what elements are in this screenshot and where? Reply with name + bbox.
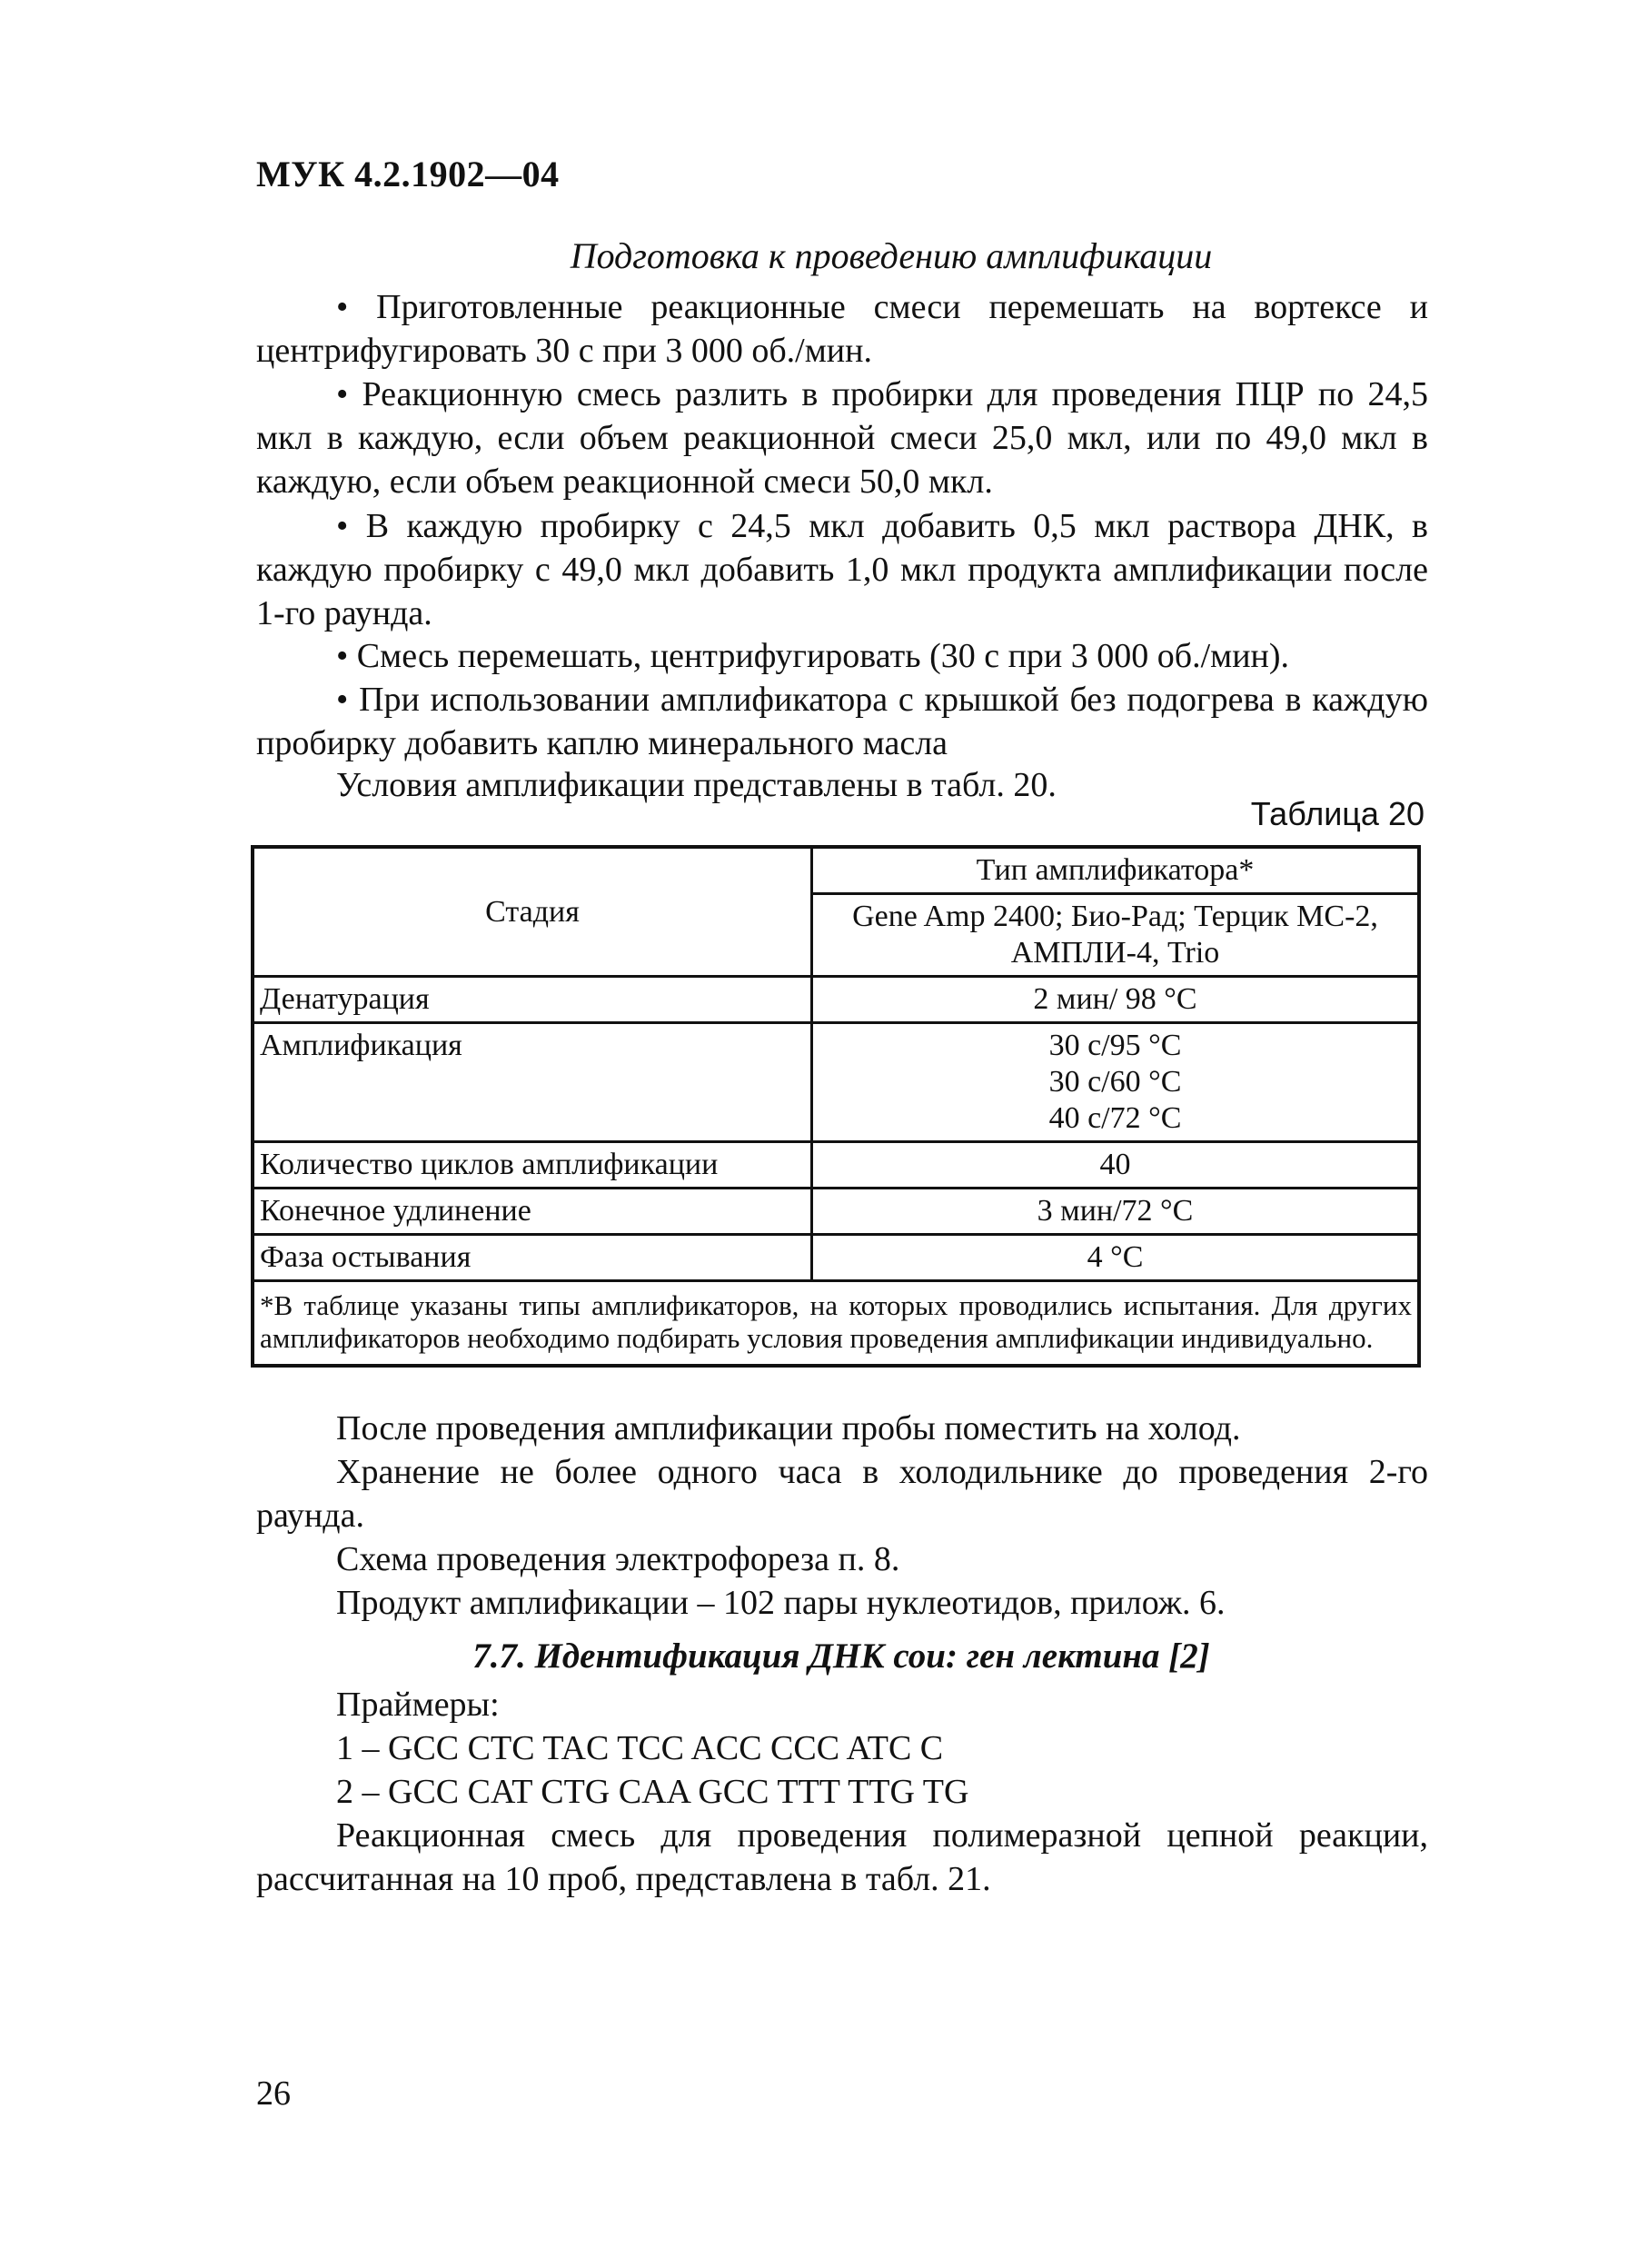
value-cell: 40 (812, 1142, 1420, 1189)
value-line: 30 с/95 °С (1048, 1029, 1182, 1062)
stage-cell: Конечное удлинение (253, 1189, 812, 1235)
table-row (253, 1142, 1419, 1189)
table-row (253, 1023, 1419, 1142)
after-table-paragraph-2: Хранение не более одного часа в холодильнике до проведения 2-го раунда. (256, 1453, 1428, 1535)
value-cell: 3 мин/72 °С (812, 1189, 1420, 1235)
value-cell (812, 1023, 1420, 1142)
primer-2: 2 – GCC CAT CTG CAA GCC TTT TTG TG (336, 1773, 969, 1811)
after-table-paragraph-1: После проведения амплификации пробы поместить на холод. (336, 1409, 1241, 1447)
column-header-stage: Стадия (253, 847, 812, 977)
table-row (253, 1235, 1419, 1281)
page-number: 26 (256, 2074, 291, 2113)
reaction-mix-paragraph: Реакционная смесь для проведения полимеразной цепной реакции, рассчитанная на 10 проб, представлена в табл. 21. (256, 1816, 1428, 1898)
conditions-line: Условия амплификации представлены в табл. 20. (336, 766, 1057, 804)
table-row (253, 1189, 1419, 1235)
value-line: 40 с/72 °С (1048, 1101, 1182, 1135)
primers-label: Праймеры: (336, 1686, 500, 1724)
bullet-paragraph-2: • Реакционную смесь разлить в пробирки для проведения ПЦР по 24,5 мкл в каждую, если объем реакционной смеси 25,0 мкл, или по 49,0 мкл в каждую, если объем реакционной смеси 50,0 мкл. (256, 375, 1428, 501)
section-subheading: Подготовка к проведению амплификации (570, 235, 1213, 276)
stage-cell: Денатурация (253, 977, 812, 1023)
bullet-paragraph-1: • Приготовленные реакционные смеси перемешать на вортексе и центрифугировать 30 с при 3 000 об./мин. (256, 288, 1428, 370)
stage-cell: Количество циклов амплификации (253, 1142, 812, 1189)
table-caption: Таблица 20 (1250, 795, 1424, 832)
document-code: МУК 4.2.1902—04 (256, 154, 560, 194)
stage-cell: Фаза остывания (253, 1235, 812, 1281)
value-cell: 4 °С (812, 1235, 1420, 1281)
after-table-paragraph-4: Продукт амплификации – 102 пары нуклеотидов, прилож. 6. (336, 1584, 1226, 1622)
value-cell: 2 мин/ 98 °С (812, 977, 1420, 1023)
table-row (253, 977, 1419, 1023)
primer-1: 1 – GCC CTC TAC TCC ACC CCC ATC C (336, 1729, 944, 1767)
column-header-type: Тип амплификатора* (812, 847, 1420, 894)
bullet-paragraph-5: • При использовании амплификатора с крышкой без подогрева в каждую пробирку добавить каплю минерального масла (256, 681, 1428, 762)
section-heading-7-7: 7.7. Идентификация ДНК сои: ген лектина [2] (472, 1636, 1210, 1676)
bullet-paragraph-4: • Смесь перемешать, центрифугировать (30 с при 3 000 об./мин). (336, 637, 1290, 675)
after-table-paragraph-3: Схема проведения электрофореза п. 8. (336, 1540, 900, 1578)
stage-cell: Амплификация (253, 1023, 812, 1142)
bullet-paragraph-3: • В каждую пробирку с 24,5 мкл добавить 0,5 мкл раствора ДНК, в каждую пробирку с 49,0 мкл добавить 1,0 мкл продукта амплификации после 1-го раунда. (256, 507, 1428, 632)
amplification-table (251, 845, 1421, 1368)
column-header-models: Gene Amp 2400; Био-Рад; Терцик МС-2, АМПЛИ-4, Trio (812, 894, 1420, 977)
table-footnote: *В таблице указаны типы амплификаторов, на которых проводились испытания. Для других амплификаторов необходимо подбирать условия проведения амплификации индивидуально. (253, 1281, 1419, 1367)
value-line: 30 с/60 °С (1048, 1065, 1182, 1099)
